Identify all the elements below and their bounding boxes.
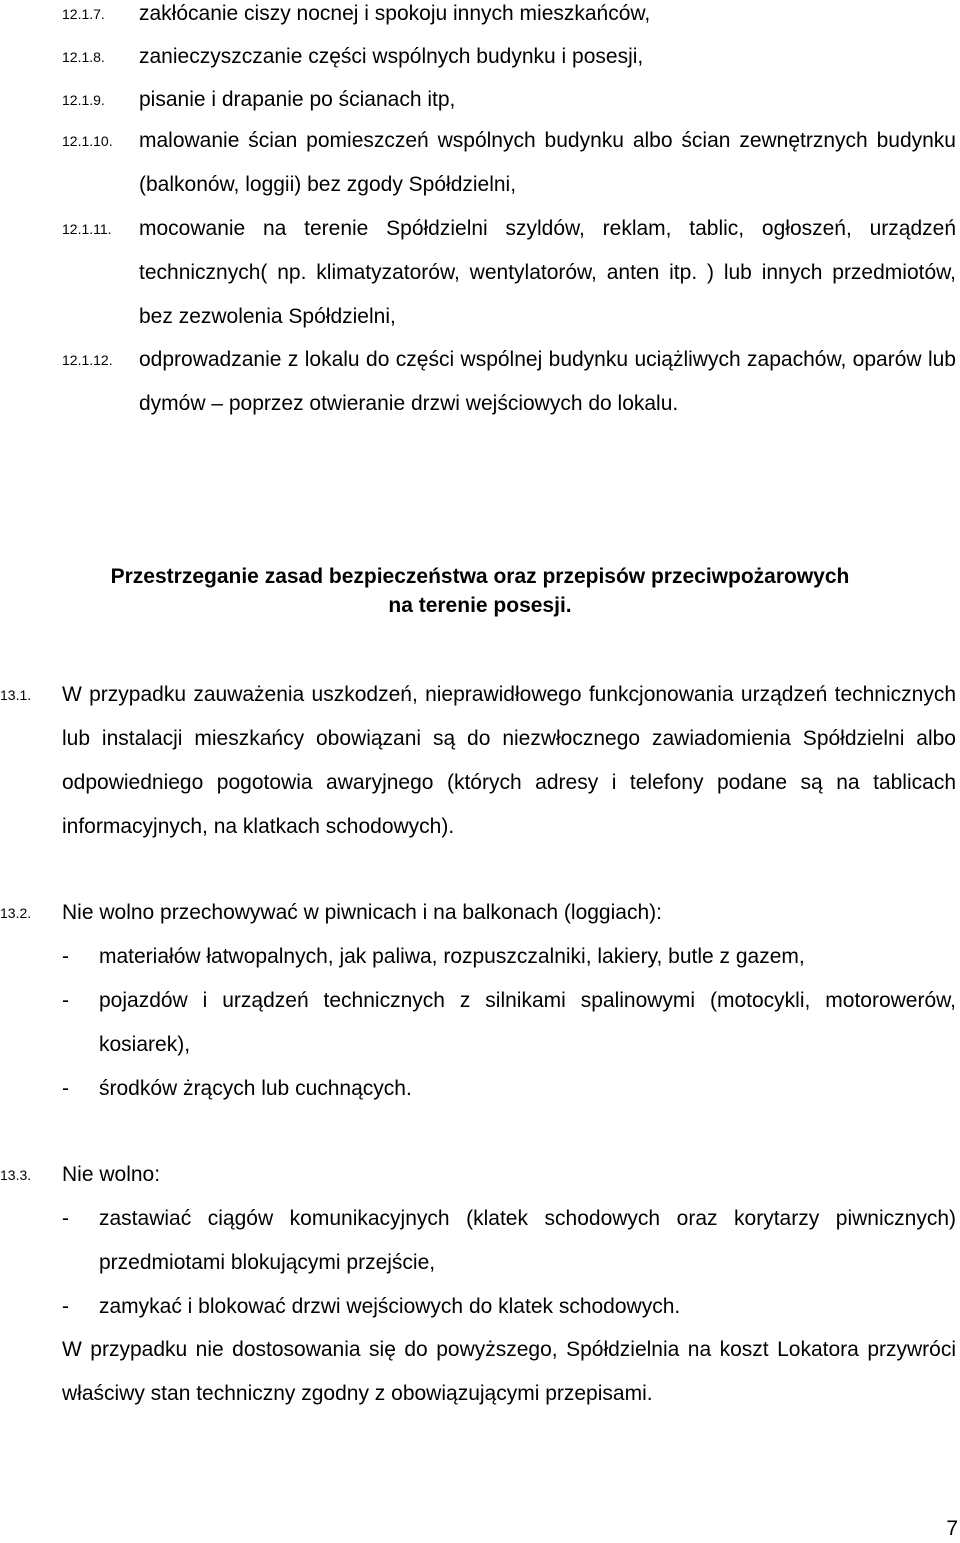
bullet-dash: - <box>62 1077 69 1100</box>
item-text: zanieczyszczanie części wspólnych budynku i posesji, <box>139 45 644 68</box>
bullet-item <box>62 1285 956 1329</box>
bullet-dash: - <box>62 1295 69 1318</box>
heading-line: na terenie posesji. <box>388 594 572 617</box>
list-item <box>62 0 956 36</box>
page-number: 7 <box>946 1517 958 1540</box>
item-number: 12.1.11. <box>62 221 112 237</box>
section-heading <box>0 562 960 620</box>
section-13-3 <box>0 1153 956 1329</box>
item-number: 12.1.10. <box>62 133 113 149</box>
item-number: 12.1.7. <box>62 6 105 22</box>
bullet-text: pojazdów i urządzeń technicznych z silnikami spalinowymi (motocykli, motorowerów, kosiarek), <box>99 989 956 1056</box>
bullet-item <box>62 979 956 1067</box>
item-text: malowanie ścian pomieszczeń wspólnych budynku albo ścian zewnętrznych budynku (balkonów, loggii) bez zgody Spółdzielni, <box>139 129 956 196</box>
bullet-item <box>62 1067 956 1111</box>
item-text: mocowanie na terenie Spółdzielni szyldów, reklam, tablic, ogłoszeń, urządzeń technicznych( np. klimatyzatorów, wentylatorów, anten itp. ) lub innych przedmiotów, bez zezwolenia Spółdzielni, <box>139 217 956 328</box>
list-item <box>62 338 956 426</box>
item-text: pisanie i drapanie po ścianach itp, <box>139 88 456 111</box>
bullet-dash: - <box>62 945 69 968</box>
item-number: 12.1.12. <box>62 352 113 368</box>
list-item <box>62 207 956 339</box>
section-text: W przypadku zauważenia uszkodzeń, nieprawidłowego funkcjonowania urządzeń technicznych lub instalacji mieszkańcy obowiązani są do niezwłocznego zawiadomienia Spółdzielni albo odpowiedniego pogotowia awaryjnego (których adresy i telefony podane są na tablicach informacyjnych, na klatkach schodowych). <box>62 683 956 838</box>
section-number: 13.2. <box>0 905 32 921</box>
list-item <box>62 35 956 79</box>
section-13-1 <box>0 673 956 849</box>
bullet-dash: - <box>62 989 69 1012</box>
bullet-item <box>62 935 956 979</box>
item-text: zakłócanie ciszy nocnej i spokoju innych mieszkańców, <box>139 2 651 25</box>
section-13-2 <box>0 891 956 1111</box>
bullet-dash: - <box>62 1207 69 1230</box>
closing-paragraph: W przypadku nie dostosowania się do powyższego, Spółdzielnia na koszt Lokatora przywróci właściwy stan techniczny zgodny z obowiązującymi przepisami. <box>62 1338 956 1405</box>
list-item <box>62 119 956 207</box>
item-text: odprowadzanie z lokalu do części wspólnej budynku uciążliwych zapachów, oparów lub dymów – poprzez otwieranie drzwi wejściowych do lokalu. <box>139 348 956 415</box>
section-text: Nie wolno: <box>62 1163 161 1186</box>
item-number: 12.1.8. <box>62 49 105 65</box>
section-number: 13.1. <box>0 687 32 703</box>
section-number: 13.3. <box>0 1167 32 1183</box>
bullet-text: środków żrących lub cuchnących. <box>99 1077 412 1100</box>
bullet-text: zastawiać ciągów komunikacyjnych (klatek schodowych oraz korytarzy piwnicznych) przedmiotami blokującymi przejście, <box>99 1207 956 1274</box>
section-text: Nie wolno przechowywać w piwnicach i na balkonach (loggiach): <box>62 901 662 924</box>
bullet-text: materiałów łatwopalnych, jak paliwa, rozpuszczalniki, lakiery, butle z gazem, <box>99 945 805 968</box>
heading-line: Przestrzeganie zasad bezpieczeństwa oraz przepisów przeciwpożarowych <box>110 565 850 588</box>
list-item <box>62 78 956 122</box>
item-number: 12.1.9. <box>62 92 105 108</box>
bullet-text: zamykać i blokować drzwi wejściowych do klatek schodowych. <box>99 1295 681 1318</box>
bullet-item <box>62 1197 956 1285</box>
